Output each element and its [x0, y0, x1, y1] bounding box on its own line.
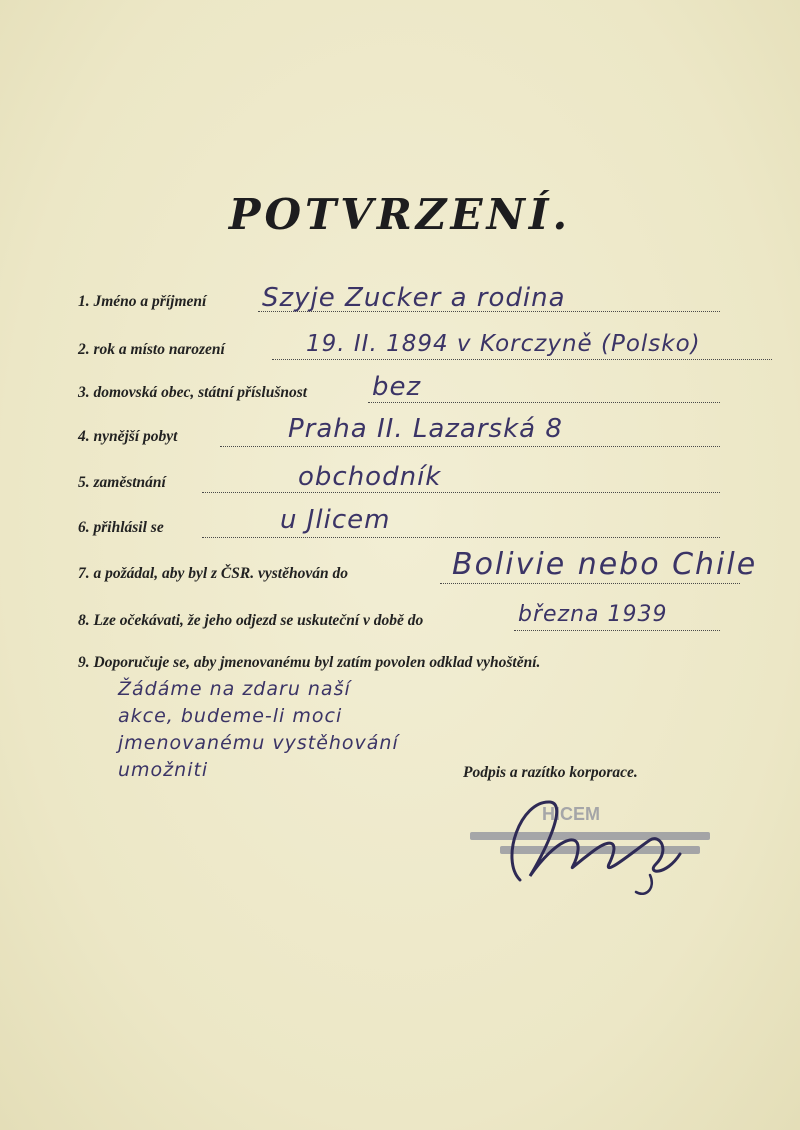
- note-line: akce, budeme-li moci: [118, 705, 343, 727]
- fill-line: [514, 630, 720, 631]
- field-value: u Jlicem: [280, 505, 391, 535]
- note-line: Žádáme na zdaru naší: [118, 678, 351, 700]
- field-label: 4. nynější pobyt: [78, 428, 178, 445]
- note-line: umožniti: [118, 759, 209, 781]
- field-label: 7. a požádal, aby byl z ČSR. vystěhován do: [78, 565, 348, 582]
- note-line: jmenovanému vystěhování: [118, 732, 399, 754]
- field-value: bez: [372, 372, 422, 402]
- field-value: 19. II. 1894 v Korczyně (Polsko): [306, 331, 701, 357]
- field-value: Praha II. Lazarská 8: [288, 414, 563, 444]
- field-value: obchodník: [298, 462, 442, 492]
- field-label: 8. Lze očekávati, že jeho odjezd se uskuteční v době do: [78, 612, 424, 629]
- field-value: Bolivie nebo Chile: [452, 547, 758, 582]
- stamp-and-signature: [460, 780, 760, 900]
- field-label: 5. zaměstnání: [78, 474, 166, 491]
- fill-line: [202, 492, 720, 493]
- fill-line: [202, 537, 720, 538]
- document-title: POTVRZENÍ.: [228, 190, 572, 239]
- handwritten-note: [118, 676, 518, 784]
- recommendation-text: 9. Doporučuje se, aby jmenovanému byl zatím povolen odklad vyhoštění.: [78, 654, 541, 671]
- fill-line: [440, 583, 740, 584]
- field-label: 3. domovská obec, státní příslušnost: [78, 384, 308, 401]
- field-value: března 1939: [518, 602, 668, 627]
- fill-line: [272, 359, 772, 360]
- fill-line: [368, 402, 720, 403]
- signature-label: Podpis a razítko korporace.: [463, 764, 638, 781]
- field-label: 2. rok a místo narození: [78, 341, 225, 358]
- field-label: 6. přihlásil se: [78, 519, 164, 536]
- fill-line: [220, 446, 720, 447]
- stamp-text: HICEM: [542, 804, 600, 824]
- signature-tail: [636, 875, 652, 894]
- field-value: Szyje Zucker a rodina: [262, 283, 566, 313]
- field-label: 1. Jméno a příjmení: [78, 293, 207, 310]
